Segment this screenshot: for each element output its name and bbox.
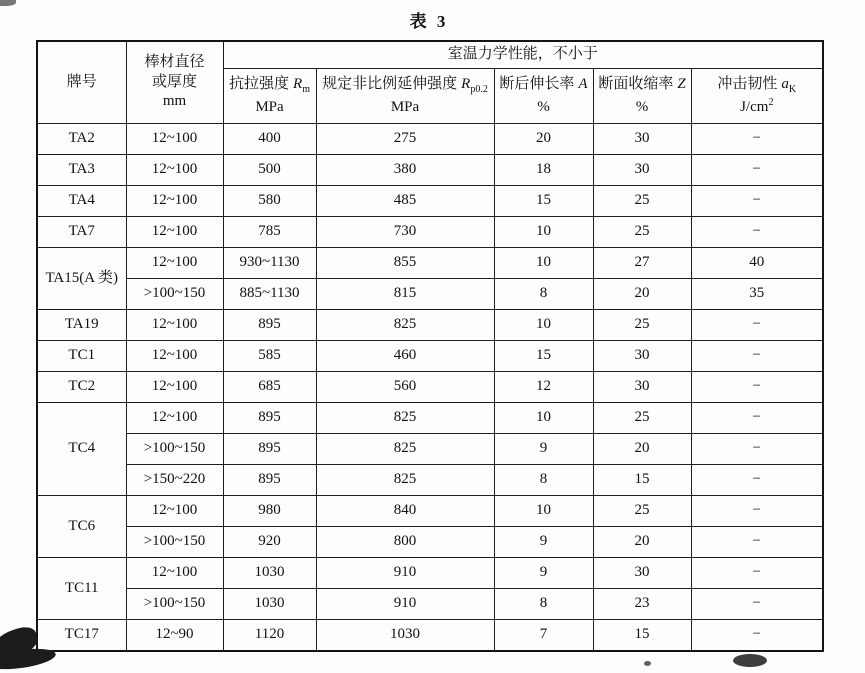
value-cell: 500 (223, 155, 316, 186)
value-cell: 485 (316, 186, 494, 217)
diameter-cell: 12~100 (126, 403, 223, 434)
diameter-cell: 12~100 (126, 155, 223, 186)
value-cell: − (691, 372, 823, 403)
scan-artifact (0, 0, 16, 6)
table-row (37, 465, 823, 496)
grade-cell: TC6 (37, 496, 126, 558)
grade-cell: TC4 (37, 403, 126, 496)
col-header-reduction-of-area: 断面收缩率 Z % (593, 69, 691, 124)
value-cell: 895 (223, 434, 316, 465)
table-row (37, 186, 823, 217)
value-cell: 815 (316, 279, 494, 310)
value-cell: 10 (494, 248, 593, 279)
value-cell: − (691, 217, 823, 248)
value-cell: 825 (316, 403, 494, 434)
value-cell: − (691, 403, 823, 434)
value-cell: 895 (223, 310, 316, 341)
value-cell: 580 (223, 186, 316, 217)
diameter-unit: mm (162, 93, 187, 110)
value-cell: 7 (494, 620, 593, 651)
table-row (37, 620, 823, 651)
scan-artifact (733, 654, 767, 667)
value-cell: 1030 (223, 589, 316, 620)
value-cell: 30 (593, 558, 691, 589)
grade-cell: TA15(A 类) (37, 248, 126, 310)
table-row (37, 589, 823, 620)
grade-cell: TA7 (37, 217, 126, 248)
scan-artifact (644, 661, 651, 666)
value-cell: − (691, 589, 823, 620)
table-row (37, 341, 823, 372)
value-cell: 15 (593, 465, 691, 496)
table-row (37, 558, 823, 589)
grade-cell: TC1 (37, 341, 126, 372)
value-cell: − (691, 310, 823, 341)
grade-cell: TC2 (37, 372, 126, 403)
value-cell: 10 (494, 310, 593, 341)
value-cell: 25 (593, 186, 691, 217)
col-header-room-temp-group: 室温力学性能，不小于 (223, 41, 823, 69)
value-cell: 12 (494, 372, 593, 403)
value-cell: 20 (593, 279, 691, 310)
diameter-cell: 12~100 (126, 341, 223, 372)
value-cell: − (691, 434, 823, 465)
table-row (37, 434, 823, 465)
table-row (37, 496, 823, 527)
value-cell: 20 (593, 527, 691, 558)
value-cell: 8 (494, 465, 593, 496)
value-cell: 910 (316, 589, 494, 620)
value-cell: − (691, 620, 823, 651)
diameter-cell: >100~150 (126, 434, 223, 465)
value-cell: 25 (593, 217, 691, 248)
value-cell: 9 (494, 527, 593, 558)
value-cell: 15 (494, 341, 593, 372)
value-cell: 560 (316, 372, 494, 403)
mechanical-properties-table (36, 40, 824, 652)
value-cell: − (691, 465, 823, 496)
value-cell: 980 (223, 496, 316, 527)
value-cell: − (691, 527, 823, 558)
value-cell: 35 (691, 279, 823, 310)
grade-cell: TA4 (37, 186, 126, 217)
col-header-impact-toughness: 冲击韧性 $a_K$ $J/cm^2$ (691, 69, 823, 124)
value-cell: 855 (316, 248, 494, 279)
value-cell: 9 (494, 558, 593, 589)
diameter-cell: 12~100 (126, 372, 223, 403)
value-cell: 30 (593, 124, 691, 155)
value-cell: 895 (223, 465, 316, 496)
value-cell: 910 (316, 558, 494, 589)
diameter-cell: >150~220 (126, 465, 223, 496)
value-cell: 20 (494, 124, 593, 155)
diameter-cell: 12~100 (126, 558, 223, 589)
value-cell: 785 (223, 217, 316, 248)
diameter-cell: 12~100 (126, 496, 223, 527)
table-row (37, 248, 823, 279)
value-cell: 40 (691, 248, 823, 279)
value-cell: 27 (593, 248, 691, 279)
diameter-cell: 12~100 (126, 186, 223, 217)
value-cell: 730 (316, 217, 494, 248)
table-row (37, 124, 823, 155)
value-cell: 30 (593, 372, 691, 403)
value-cell: 920 (223, 527, 316, 558)
value-cell: 23 (593, 589, 691, 620)
value-cell: 8 (494, 279, 593, 310)
value-cell: 930~1130 (223, 248, 316, 279)
diameter-cell: 12~100 (126, 217, 223, 248)
diameter-cell: 12~90 (126, 620, 223, 651)
grade-cell: TA3 (37, 155, 126, 186)
diameter-cell: >100~150 (126, 279, 223, 310)
symbol-Rp02: $R_{p0.2}$ (461, 75, 488, 95)
value-cell: − (691, 558, 823, 589)
grade-cell: TC11 (37, 558, 126, 620)
value-cell: 885~1130 (223, 279, 316, 310)
value-cell: 10 (494, 217, 593, 248)
value-cell: − (691, 155, 823, 186)
table-row (37, 372, 823, 403)
table-row (37, 217, 823, 248)
value-cell: 460 (316, 341, 494, 372)
value-cell: 275 (316, 124, 494, 155)
table-row (37, 310, 823, 341)
symbol-Z: Z (677, 75, 686, 92)
value-cell: 825 (316, 434, 494, 465)
table-row (37, 527, 823, 558)
grade-cell: TA19 (37, 310, 126, 341)
value-cell: − (691, 124, 823, 155)
diameter-cell: 12~100 (126, 248, 223, 279)
grade-cell: TA2 (37, 124, 126, 155)
header-row-group (37, 41, 823, 69)
col-header-grade: 牌号 (37, 41, 126, 124)
value-cell: 9 (494, 434, 593, 465)
grade-cell: TC17 (37, 620, 126, 651)
col-header-proof-strength: 规定非比例延伸强度 $R_{p0.2}$ MPa (316, 69, 494, 124)
value-cell: 25 (593, 310, 691, 341)
diameter-cell: >100~150 (126, 527, 223, 558)
symbol-Rm: $R_m$ (293, 75, 310, 95)
table-row (37, 155, 823, 186)
diameter-cell: 12~100 (126, 124, 223, 155)
table-title: 表 3 (409, 12, 449, 31)
value-cell: 1030 (223, 558, 316, 589)
table-row (37, 279, 823, 310)
value-cell: 585 (223, 341, 316, 372)
diameter-cell: >100~150 (126, 589, 223, 620)
symbol-A: A (578, 75, 588, 92)
value-cell: 10 (494, 496, 593, 527)
value-cell: 15 (593, 620, 691, 651)
value-cell: 20 (593, 434, 691, 465)
value-cell: 400 (223, 124, 316, 155)
value-cell: 380 (316, 155, 494, 186)
table-row (37, 403, 823, 434)
value-cell: − (691, 341, 823, 372)
value-cell: 8 (494, 589, 593, 620)
value-cell: 1030 (316, 620, 494, 651)
value-cell: 10 (494, 403, 593, 434)
value-cell: 800 (316, 527, 494, 558)
value-cell: − (691, 186, 823, 217)
value-cell: 25 (593, 496, 691, 527)
diameter-line2: 或厚度 (151, 73, 197, 90)
col-header-tensile-strength: 抗拉强度 $R_m$ MPa (223, 69, 316, 124)
col-header-diameter (126, 41, 223, 124)
value-cell: 30 (593, 155, 691, 186)
diameter-line1: 棒材直径 (144, 54, 205, 71)
symbol-aK: $a_K$ (781, 75, 797, 95)
col-header-elongation: 断后伸长率 A % (494, 69, 593, 124)
value-cell: 15 (494, 186, 593, 217)
value-cell: 1120 (223, 620, 316, 651)
value-cell: 825 (316, 310, 494, 341)
value-cell: − (691, 496, 823, 527)
value-cell: 25 (593, 403, 691, 434)
value-cell: 895 (223, 403, 316, 434)
value-cell: 18 (494, 155, 593, 186)
value-cell: 840 (316, 496, 494, 527)
value-cell: 685 (223, 372, 316, 403)
value-cell: 825 (316, 465, 494, 496)
value-cell: 30 (593, 341, 691, 372)
diameter-cell: 12~100 (126, 310, 223, 341)
